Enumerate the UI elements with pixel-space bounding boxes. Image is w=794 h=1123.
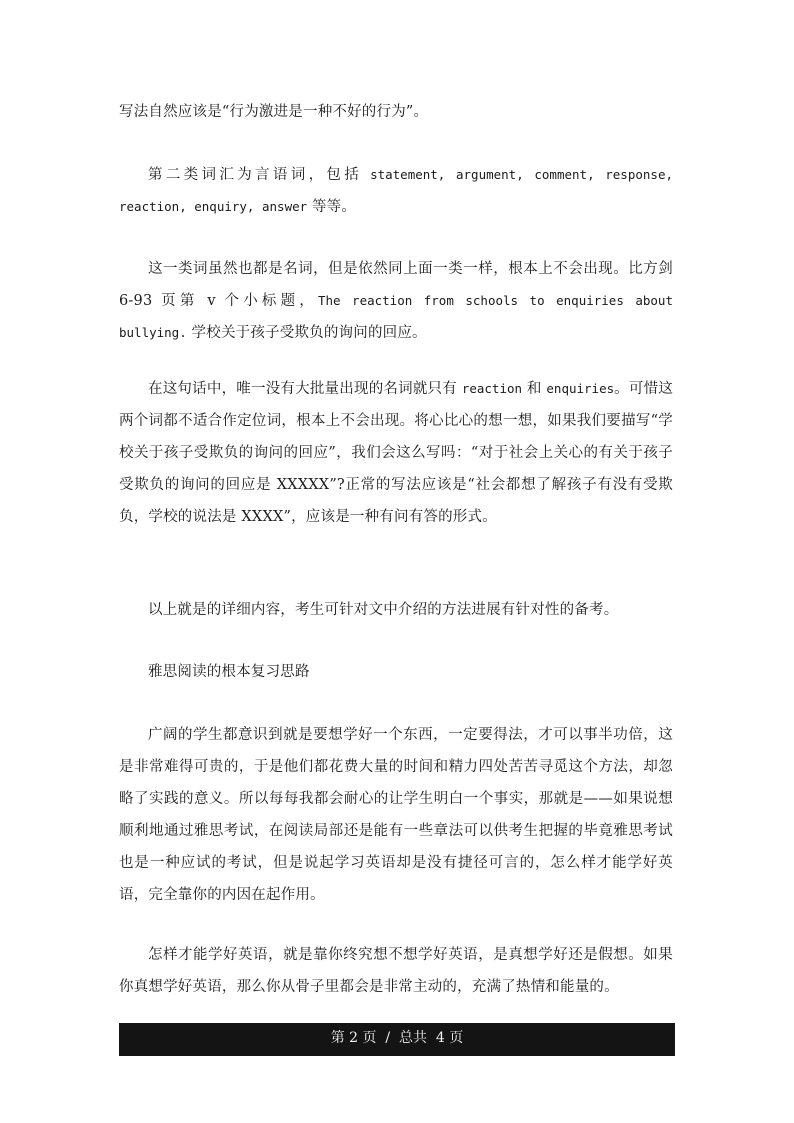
paragraph-text: 写法自然应该是“行为激进是一种不好的行为”。 (119, 104, 429, 120)
paragraph-text: 第二类词汇为言语词，包括 (148, 167, 371, 183)
english-term-text: statement, argument, comment, response, reaction, enquiry, answer (119, 167, 673, 214)
english-term-text: The reaction from schools to enquiries about bullying. (119, 293, 673, 340)
english-term-text: enquiries (546, 381, 615, 396)
english-term-text: reaction (461, 381, 523, 396)
paragraph-4 (119, 373, 673, 533)
paragraph-7 (119, 939, 673, 1003)
paragraph-text: 以上就是的详细内容，考生可针对文中介绍的方法进展有针对性的备考。 (148, 602, 619, 618)
paragraph-text: 怎样才能学好英语，就是靠你终究想不想学好英语，是真想学好还是假想。如果你真想学好英语，那么你从骨子里都会是非常主动的，充满了热情和能量的。 (119, 947, 673, 995)
page-number-text: 第 2 页 / 总共 4 页 (330, 1030, 464, 1046)
paragraph-text: 和 (522, 381, 547, 397)
paragraph-5 (119, 594, 673, 626)
paragraph-1 (119, 96, 673, 128)
section-heading (119, 656, 673, 688)
paragraph-text: 在这句话中，唯一没有大批量出现的名词就只有 (148, 381, 462, 397)
paragraph-text: 等等。 (307, 199, 357, 215)
paragraph-text: 。可惜这两个词都不适合作定位词，根本上不会出现。将心比心的想一想，如果我们要描写“学校关于孩子受欺负的询问的回应”，我们会这么写吗：“对于社会上关心的有关于孩子受欺负的询问的回应是 XXXXX”?正常的写法应该是“社会都想了解孩子有没有受欺负，学校的说法是 XXXX”，应该是一种有问有答的形式。 (119, 381, 673, 525)
paragraph-text: 学校关于孩子受欺负的询问的回应。 (186, 325, 427, 341)
page-footer (119, 1023, 675, 1056)
paragraph-text: 广阔的学生都意识到就是要想学好一个东西，一定要得法，才可以事半功倍，这是非常难得可贵的，于是他们都花费大量的时间和精力四处苦苦寻觅这个方法，却忽略了实践的意义。所以每每我都会耐心的让学生明白一个事实，那就是——如果说想顺利地通过雅思考试，在阅读局部还是能有一些章法可以供考生把握的毕竟雅思考试也是一种应试的考试，但是说起学习英语却是没有捷径可言的，怎么样才能学好英语，完全靠你的内因在起作用。 (119, 727, 673, 903)
paragraph-6 (119, 719, 673, 911)
paragraph-2 (119, 159, 673, 223)
paragraph-3 (119, 253, 673, 349)
paragraph-text: 雅思阅读的根本复习思路 (148, 664, 310, 680)
paragraph-text: 这一类词虽然也都是名词，但是依然同上面一类一样，根本上不会出现。比方剑 6-93 页第 v 个小标题， (119, 261, 673, 309)
